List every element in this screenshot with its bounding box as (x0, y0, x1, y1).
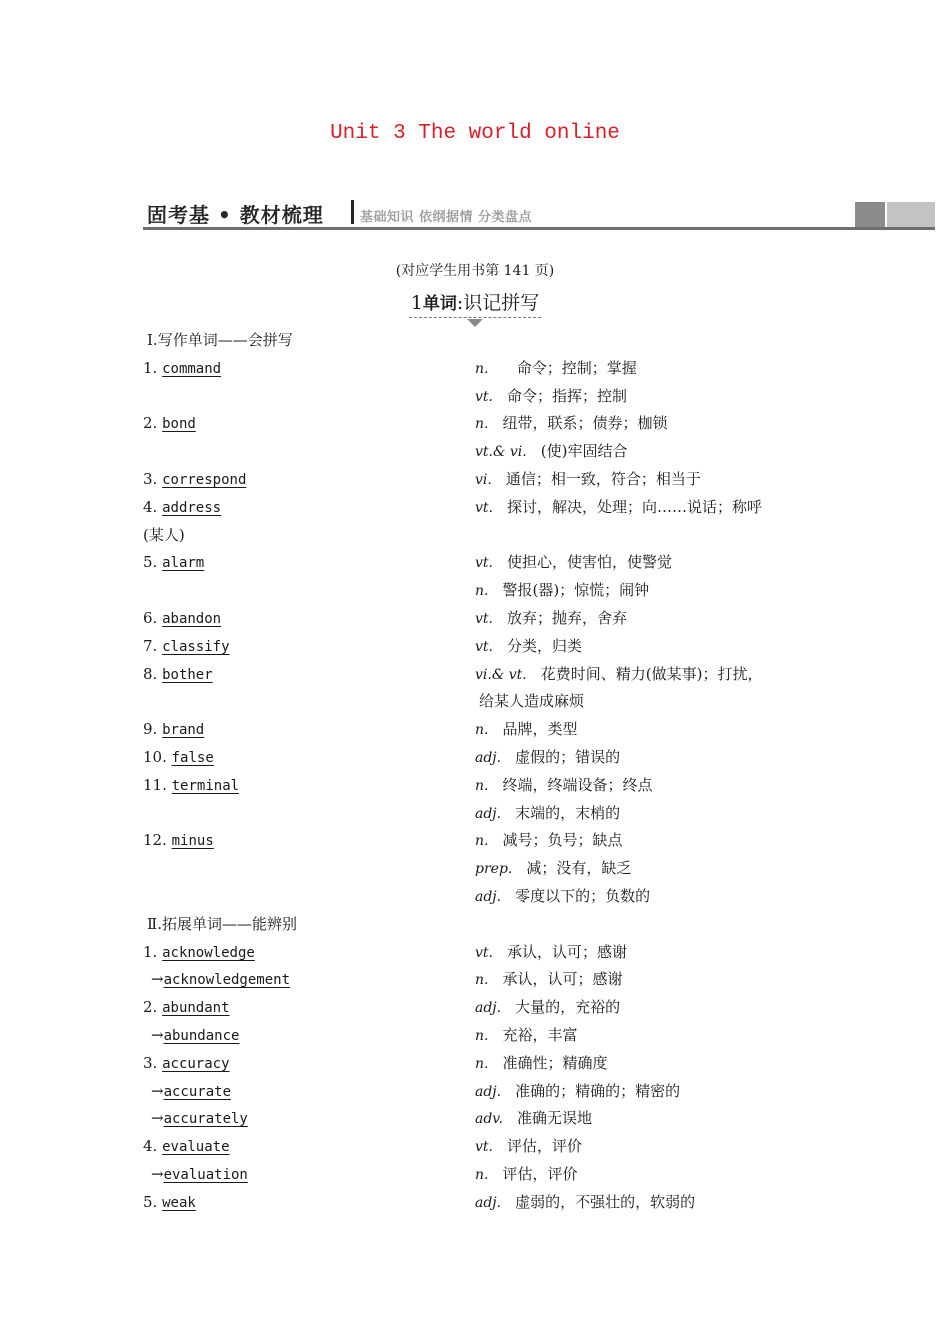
entry-number: 4. (143, 1137, 163, 1156)
entry-number: 8. (143, 664, 163, 683)
entry-left (143, 494, 221, 521)
word-meaning: (使)牢固结合 (540, 442, 628, 461)
entry-right (475, 1022, 577, 1049)
word-meaning: 充裕，丰富 (502, 1026, 578, 1044)
part-of-speech: adj. (475, 889, 502, 905)
part-of-speech: vi. (475, 472, 492, 488)
entry-number: 12. (143, 831, 172, 850)
entry-left (143, 772, 239, 799)
entry-number: 4. (143, 497, 163, 516)
entry-right (475, 1133, 582, 1160)
entry-left (143, 1161, 248, 1188)
table-row (143, 883, 823, 909)
entry-right (475, 383, 627, 410)
entry-left (143, 549, 204, 576)
part-of-speech: n. (475, 777, 489, 794)
vocab-word: alarm (162, 555, 205, 572)
vocab-word: evaluate (162, 1139, 230, 1156)
word-meaning: 减号；负号；缺点 (502, 831, 623, 850)
part-of-speech: adj. (475, 805, 502, 822)
part-of-speech: n. (475, 833, 489, 850)
entry-right (475, 855, 631, 882)
entry-right (475, 1189, 695, 1216)
word-meaning: 评估，评价 (507, 1137, 583, 1156)
table-row (143, 661, 823, 687)
entry-right (475, 410, 667, 437)
table-row (143, 1022, 823, 1048)
word-meaning: 分类，归类 (507, 636, 583, 655)
entry-number: 7. (143, 636, 163, 655)
unit-title: Unit 3 The world online (330, 122, 620, 145)
arrow-icon: → (151, 1165, 164, 1183)
word-meaning: 终端，终端设备；终点 (502, 775, 653, 794)
word-meaning: 零度以下的；负数的 (515, 887, 651, 905)
triangle-down-icon (467, 319, 483, 327)
vocab-word: evaluation (163, 1167, 248, 1183)
part-of-speech: n. (475, 416, 489, 433)
word-meaning: 大量的，充裕的 (515, 998, 621, 1017)
word-meaning: 给某人造成麻烦 (479, 692, 585, 711)
vocab-word: correspond (162, 472, 247, 488)
entry-right (475, 1105, 592, 1132)
entry-right (475, 1050, 607, 1077)
word-meaning: 纽带，联系；债券；枷锁 (502, 414, 668, 433)
entry-right (475, 939, 627, 966)
table-row (143, 744, 823, 770)
table-row (143, 994, 823, 1020)
table-row (143, 633, 823, 659)
word-meaning: 品牌，类型 (502, 720, 578, 739)
entry-left (143, 605, 221, 632)
part-of-speech: n. (475, 722, 489, 739)
entry-number: 10. (143, 748, 172, 766)
table-row (143, 410, 823, 436)
arrow-icon: → (151, 1109, 164, 1128)
banner-subtitle: 基础知识 依纲据情 分类盘点 (360, 210, 533, 225)
vocab-word: command (162, 360, 222, 377)
word-meaning: 通信；相一致，符合；相当于 (505, 470, 701, 488)
table-row (143, 827, 823, 853)
section-label-strong: 单词 (422, 294, 457, 314)
vocab-word: brand (162, 722, 205, 739)
part-heading-text: Ⅰ.写作单词——会拼写 (147, 331, 293, 349)
entry-right (475, 355, 637, 382)
entry-right (475, 438, 627, 465)
table-row (143, 1078, 823, 1104)
entry-right (475, 800, 620, 827)
vocab-word: bond (162, 416, 196, 433)
entry-number: 1. (143, 358, 163, 377)
word-meaning: 警报(器)；惊慌；闹钟 (502, 581, 650, 600)
section-heading (0, 288, 950, 318)
entry-right (475, 966, 622, 993)
part-of-speech: vt. (475, 1139, 493, 1156)
vocab-word: acknowledge (162, 944, 255, 961)
table-row (143, 549, 823, 575)
part-of-speech: vt. (475, 388, 493, 405)
table-row (143, 355, 823, 381)
table-row (143, 939, 823, 965)
entry-left (143, 1022, 239, 1049)
entry-right (475, 577, 649, 604)
entry-right (475, 605, 627, 632)
vocab-word: terminal (171, 777, 240, 794)
part-of-speech: n. (475, 1167, 489, 1183)
entry-left (143, 633, 230, 660)
entry-right (475, 466, 701, 493)
table-row (143, 383, 823, 409)
table-row (143, 772, 823, 798)
word-meaning: 准确的；精确的；精密的 (515, 1081, 681, 1100)
entry-right (475, 883, 650, 910)
word-meaning: 虚假的；错误的 (515, 748, 621, 766)
table-row (143, 855, 823, 881)
vocab-word: accurate (163, 1083, 232, 1100)
part-of-speech: adj. (475, 1000, 502, 1017)
section-number: 1 (410, 292, 423, 314)
vocab-word: false (171, 750, 214, 766)
entry-right (475, 1161, 577, 1188)
entry-left (143, 410, 196, 437)
word-meaning: 承认，认可；感谢 (502, 970, 623, 989)
vocab-word: classify (162, 638, 230, 655)
part-of-speech: n. (475, 972, 489, 989)
entry-right (475, 994, 620, 1021)
part-of-speech: adj. (475, 750, 502, 766)
part-of-speech: vt. (475, 555, 493, 572)
part-of-speech: n. (475, 583, 489, 600)
section-label-rest: :识记拼写 (456, 292, 540, 314)
arrow-icon: → (151, 1081, 164, 1100)
word-meaning: 探讨，解决，处理；向……说话；称呼 (507, 497, 763, 516)
entry-number: 9. (143, 720, 163, 739)
part-of-speech: vt.& vi. (475, 444, 527, 461)
entry-number: 11. (143, 775, 172, 794)
vocab-word: abundant (162, 1000, 230, 1017)
entry-number: 3. (143, 1053, 163, 1072)
banner-light-block (887, 202, 935, 227)
entry-right (479, 688, 584, 714)
entry-number: 3. (143, 470, 163, 488)
entry-right (475, 1078, 680, 1105)
table-row (143, 716, 823, 742)
arrow-icon: → (151, 970, 164, 989)
vocab-word: address (162, 499, 222, 516)
page-reference: (对应学生用书第 141 页) (395, 263, 555, 279)
entry-left (143, 966, 290, 993)
entry-left (143, 466, 246, 493)
vocab-word: accurately (163, 1111, 248, 1128)
entry-left (143, 1050, 230, 1077)
part-of-speech: adv. (475, 1111, 504, 1128)
entry-right (475, 744, 620, 771)
part-of-speech: prep. (475, 861, 513, 878)
entry-right (475, 633, 582, 660)
word-meaning: 花费时间、精力(做某事)；打扰， (540, 664, 763, 683)
entry-right (475, 661, 762, 688)
table-row (143, 494, 823, 520)
table-row (143, 438, 823, 464)
vocab-word: bother (162, 666, 213, 683)
vocab-word: weak (162, 1194, 196, 1211)
entry-left (143, 522, 185, 548)
vocab-word: acknowledgement (163, 972, 291, 989)
entry-left (143, 744, 214, 771)
part-of-speech: adj. (475, 1083, 502, 1100)
table-row (143, 966, 823, 992)
entry-right (475, 716, 577, 743)
banner-dark-block (855, 202, 885, 227)
table-row (143, 577, 823, 603)
table-row (143, 605, 823, 631)
entry-left (143, 1189, 196, 1216)
banner-rule (143, 227, 935, 230)
table-row (143, 466, 823, 492)
table-row (143, 1189, 823, 1215)
vocab-word: abundance (163, 1028, 240, 1044)
entry-continuation: (某人) (143, 525, 185, 544)
word-meaning: 放弃；抛弃，舍弃 (507, 609, 628, 627)
part-of-speech: vt. (475, 611, 493, 627)
part-heading-text: Ⅱ.拓展单词——能辨别 (147, 914, 297, 933)
entry-number: 2. (143, 414, 163, 433)
part-of-speech: vt. (475, 944, 493, 961)
vocab-word: accuracy (162, 1055, 230, 1072)
part-of-speech: n. (475, 360, 489, 377)
entry-left (143, 939, 255, 966)
word-meaning: 命令；控制；掌握 (502, 358, 637, 377)
arrow-icon: → (151, 1026, 164, 1044)
banner-separator (351, 200, 354, 224)
banner-main-title: 固考基 • 教材梳理 (147, 203, 324, 227)
section-banner (143, 198, 935, 234)
entry-left (143, 827, 214, 854)
entry-number: 1. (143, 942, 163, 961)
entry-right (475, 549, 672, 576)
part-of-speech: vi.& vt. (475, 666, 527, 683)
entry-left (143, 1078, 231, 1105)
entry-left (143, 355, 221, 382)
entry-number: 2. (143, 998, 163, 1017)
word-meaning: 命令；指挥；控制 (507, 386, 628, 405)
table-row (143, 1161, 823, 1187)
table-row (143, 688, 823, 714)
word-meaning: 使担心，使害怕，使警觉 (507, 553, 673, 572)
part-of-speech: n. (475, 1028, 489, 1044)
table-row (143, 1105, 823, 1131)
word-meaning: 承认，认可；感谢 (507, 942, 628, 961)
word-meaning: 准确性；精确度 (502, 1053, 608, 1072)
entry-left (143, 661, 213, 688)
part-of-speech: vt. (475, 499, 493, 516)
entry-right (475, 827, 622, 854)
entry-left (143, 1105, 248, 1132)
table-row (143, 522, 823, 548)
table-row (143, 1050, 823, 1076)
word-meaning: 评估，评价 (502, 1165, 578, 1183)
part-of-speech: adj. (475, 1194, 502, 1211)
vocab-word: abandon (162, 611, 222, 627)
entry-left (143, 716, 204, 743)
entry-left (143, 1133, 230, 1160)
word-meaning: 末端的，末梢的 (515, 803, 621, 822)
entry-right (475, 772, 652, 799)
part-of-speech: n. (475, 1055, 489, 1072)
part-of-speech: vt. (475, 638, 493, 655)
part-heading (143, 327, 823, 353)
table-row (143, 1133, 823, 1159)
table-row (143, 800, 823, 826)
word-meaning: 虚弱的，不强壮的，软弱的 (515, 1192, 696, 1211)
entry-right (475, 494, 762, 521)
word-meaning: 准确无误地 (517, 1109, 593, 1128)
entry-number: 5. (143, 553, 163, 572)
entry-number: 5. (143, 1192, 163, 1211)
entry-left (143, 994, 230, 1021)
part-heading (143, 911, 823, 937)
entry-number: 6. (143, 609, 163, 627)
word-meaning: 减；没有，缺乏 (526, 859, 632, 878)
vocab-word: minus (171, 833, 214, 850)
